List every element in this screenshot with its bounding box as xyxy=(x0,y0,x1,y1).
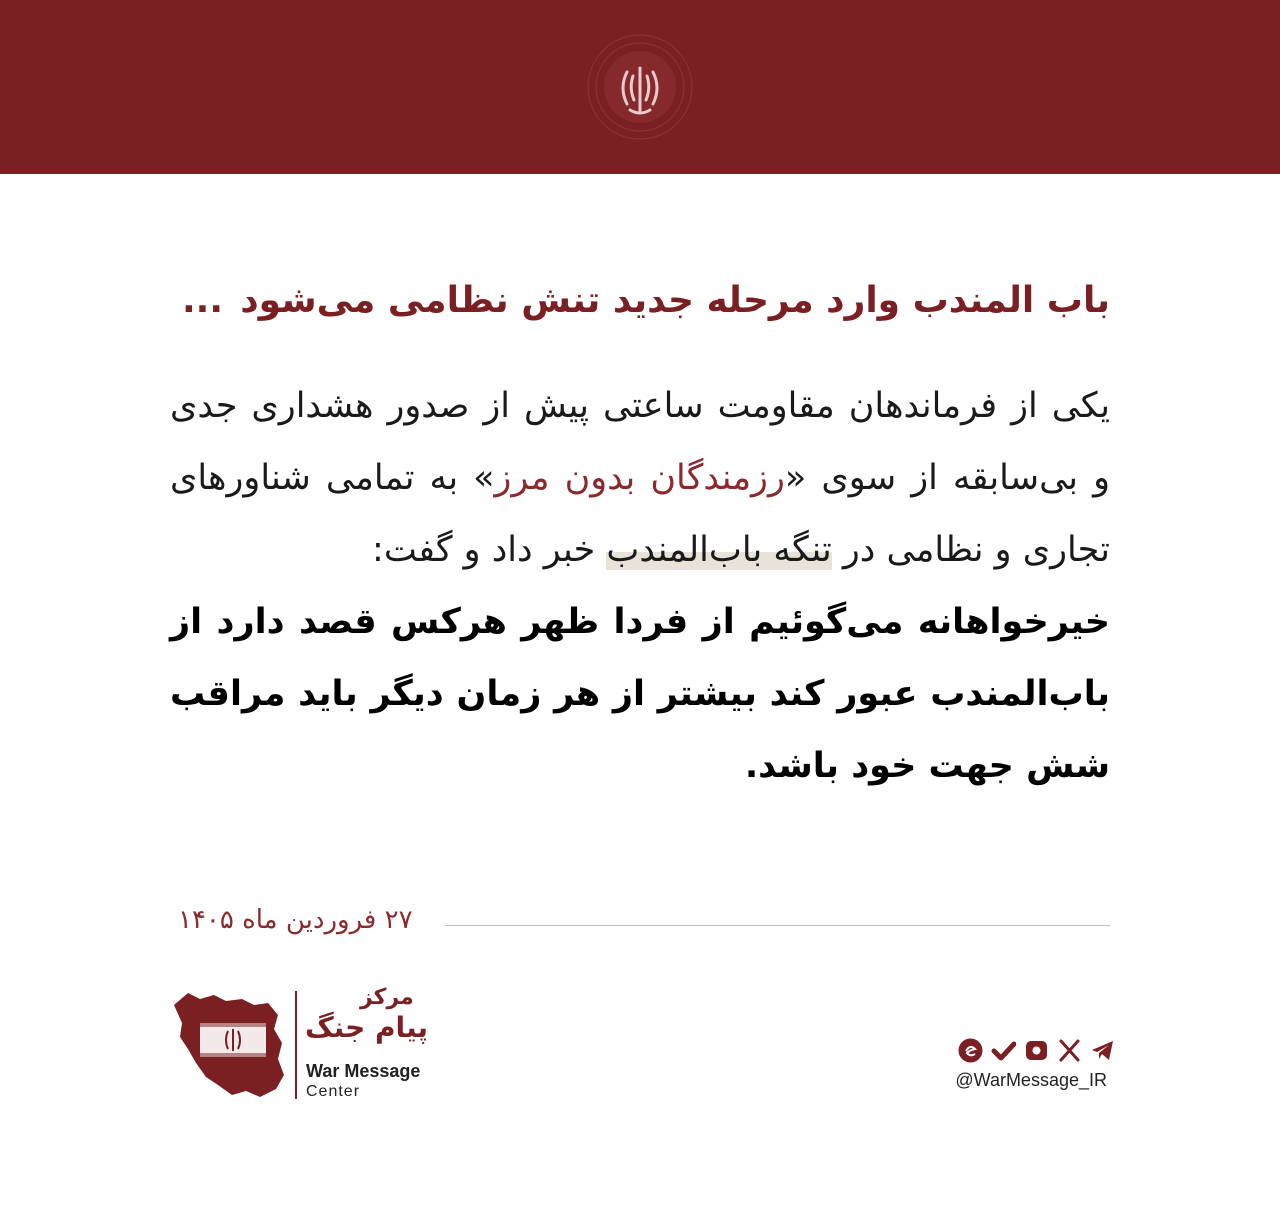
body-part-1: یکی از فرماندهان مقاومت ساعتی پیش از صدور هشداری جدی و بی‌سابقه از سوی « xyxy=(170,386,1110,498)
logo-divider xyxy=(295,991,297,1099)
body-part-3: خبر داد و گفت: xyxy=(372,530,607,570)
iran-emblem-icon xyxy=(585,32,695,142)
social-handle[interactable]: @WarMessage_IR xyxy=(955,1070,1107,1090)
body-paragraph xyxy=(170,370,1110,586)
group-name: رزمندگان بدون مرز xyxy=(494,458,785,498)
article xyxy=(170,280,1110,802)
social-links xyxy=(945,1038,1115,1108)
divider-line xyxy=(445,925,1110,926)
logo-en-line-2: Center xyxy=(306,1083,361,1100)
logo-fa-line-2: پیام جنگ xyxy=(305,1011,429,1044)
date: ۲۷ فروردین ماه ۱۴۰۵ xyxy=(178,905,413,935)
check-icon[interactable] xyxy=(991,1038,1016,1063)
social-icons xyxy=(945,1038,1115,1066)
header-band xyxy=(0,0,1280,174)
place-name: تنگه باب‌المندب xyxy=(606,530,832,570)
quote-paragraph: خیرخواهانه می‌گوئیم از فردا ظهر هرکس قصد دارد از باب‌المندب عبور کند بیشتر از هر زمان دیگر باید مراقب شش جهت خود باشد. xyxy=(170,602,1110,786)
rubika-icon[interactable] xyxy=(1024,1038,1049,1063)
body-part-2: » به تمامی شناورهای تجاری و نظامی در xyxy=(170,458,1110,570)
logo-fa-line-1: مرکز xyxy=(360,985,414,1010)
date-row xyxy=(170,905,1110,945)
iran-map-icon xyxy=(170,985,288,1103)
telegram-icon[interactable] xyxy=(1090,1038,1115,1063)
logo-en-line-1: War Message xyxy=(306,1061,421,1081)
headline: باب المندب وارد مرحله جدید تنش نظامی می‌شود xyxy=(240,280,1110,321)
headline-ellipsis: ... xyxy=(182,280,224,321)
x-icon[interactable] xyxy=(1057,1038,1082,1063)
eitaa-icon[interactable] xyxy=(958,1038,983,1063)
brand-logo xyxy=(170,985,430,1105)
